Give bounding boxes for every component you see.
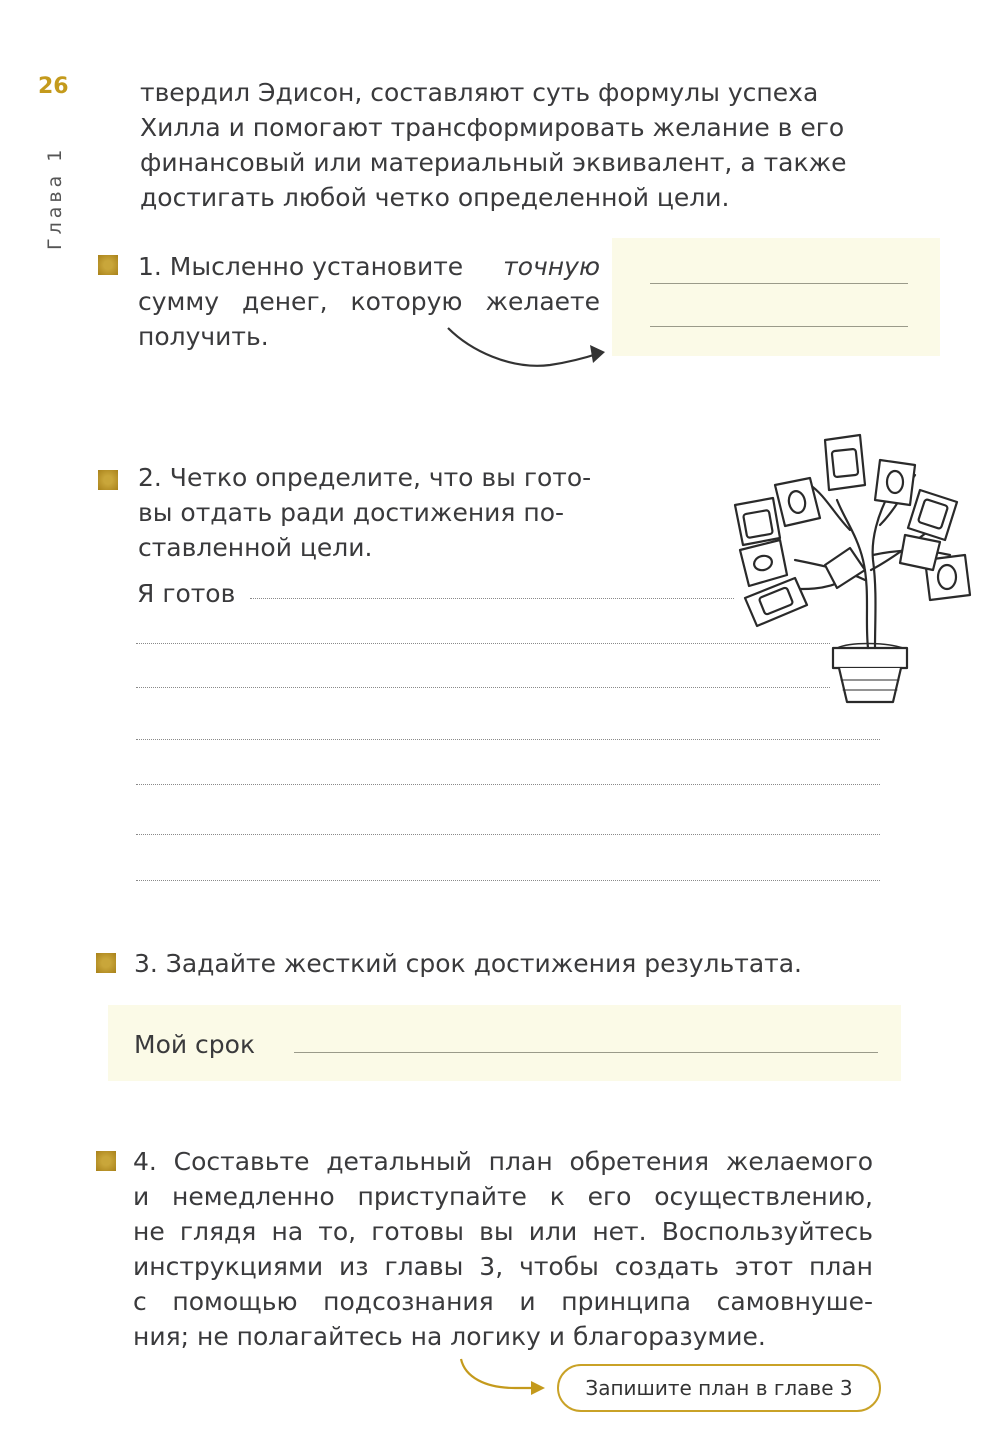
step1-bullet bbox=[98, 255, 118, 275]
intro-line: финансовый или материальный эквивалент, а также bbox=[140, 148, 847, 177]
intro-line: твердил Эдисон, составляют суть формулы успеха bbox=[140, 78, 819, 107]
step2-answer-line[interactable] bbox=[136, 834, 880, 835]
intro-line: достигать любой четко определенной цели. bbox=[140, 183, 730, 212]
step2-bullet bbox=[98, 470, 118, 490]
callout-record-plan: Запишите план в главе 3 bbox=[557, 1364, 881, 1412]
step2-line: вы отдать ради достижения по- bbox=[138, 498, 565, 527]
chapter-label: Глава 1 bbox=[44, 145, 66, 250]
step2-answer-line[interactable] bbox=[136, 739, 880, 740]
step4-line: ния; не полагайтесь на логику и благоразумие. bbox=[133, 1322, 766, 1351]
step3-prompt: Мой срок bbox=[134, 1030, 256, 1059]
callout-arrow-icon bbox=[455, 1355, 555, 1400]
step2-answer-line[interactable] bbox=[136, 784, 880, 785]
step4-line: 4. Составьте детальный план обретения желаемого bbox=[133, 1147, 873, 1176]
step3-answer-line[interactable] bbox=[294, 1052, 878, 1053]
step2-answer-line[interactable] bbox=[250, 598, 734, 599]
step2-text bbox=[138, 460, 618, 565]
step4-bullet bbox=[96, 1151, 116, 1171]
money-tree-icon bbox=[725, 430, 985, 710]
step1-prefix: 1. Мысленно установите bbox=[138, 252, 472, 281]
step2-line: 2. Четко определите, что вы гото- bbox=[138, 463, 592, 492]
step2-line: ставленной цели. bbox=[138, 533, 373, 562]
step1-answer-line-2[interactable] bbox=[650, 326, 908, 327]
step1-emphasis: точную bbox=[503, 252, 600, 281]
step2-prompt: Я готов bbox=[137, 579, 236, 608]
step1-answer-line-1[interactable] bbox=[650, 283, 908, 284]
step1-line3: получить. bbox=[138, 322, 269, 351]
intro-paragraph bbox=[140, 75, 885, 215]
step3-bullet bbox=[96, 953, 116, 973]
intro-line: Хилла и помогают трансформировать желание в его bbox=[140, 113, 845, 142]
step2-answer-line[interactable] bbox=[136, 880, 880, 881]
step4-text bbox=[133, 1144, 873, 1354]
step1-arrow-icon bbox=[440, 320, 620, 380]
step4-line: инструкциями из главы 3, чтобы создать этот план bbox=[133, 1252, 873, 1281]
step3-text: 3. Задайте жесткий срок достижения результата. bbox=[134, 949, 802, 978]
page-number: 26 bbox=[38, 74, 69, 99]
step1-answer-box bbox=[612, 238, 940, 356]
step1-line2: сумму денег, которую желаете bbox=[138, 287, 600, 316]
step4-line: не глядя на то, готовы вы или нет. Воспользуйтесь bbox=[133, 1217, 873, 1246]
step4-line: и немедленно приступайте к его осуществлению, bbox=[133, 1182, 873, 1211]
step4-line: с помощью подсознания и принципа самовнуше- bbox=[133, 1287, 873, 1316]
